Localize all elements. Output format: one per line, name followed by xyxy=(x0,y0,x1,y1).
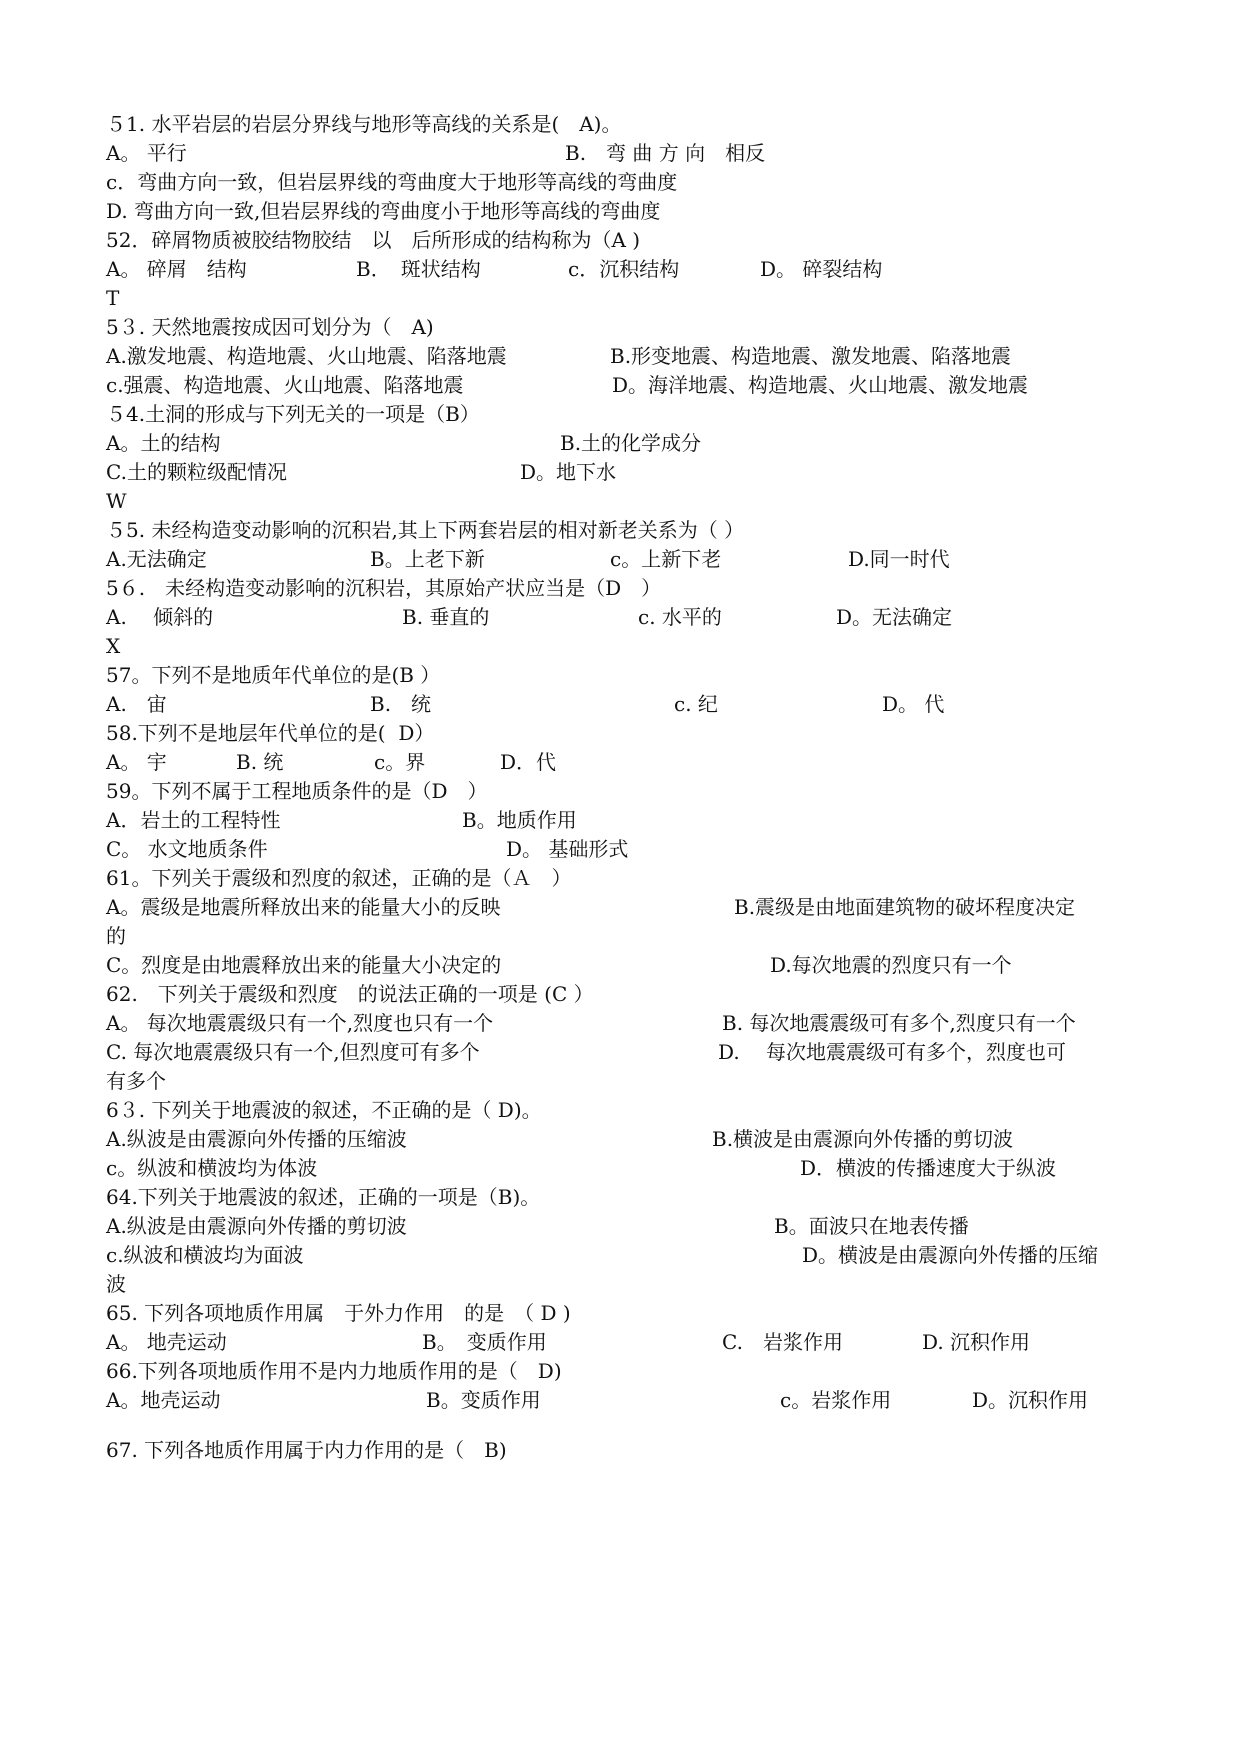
text-segment: c。岩浆作用 xyxy=(780,1388,892,1412)
text-segment: D. 每次地震震级可有多个，烈度也可 xyxy=(718,1040,1067,1064)
text-segment: ５5. 未经构造变动影响的沉积岩,其上下两套岩层的相对新老关系为（ ） xyxy=(106,518,745,542)
text-segment: A.激发地震、构造地震、火山地震、陷落地震 xyxy=(106,344,507,368)
text-segment: C. 每次地震震级只有一个,但烈度可有多个 xyxy=(106,1040,480,1064)
text-segment: B。变质作用 xyxy=(426,1388,541,1412)
text-segment: B.震级是由地面建筑物的破坏程度决定 xyxy=(734,895,1076,919)
text-segment: D.同一时代 xyxy=(848,547,950,571)
text-segment: 67. 下列各地质作用属于内力作用的是（ B) xyxy=(106,1438,507,1462)
text-segment: A。 宇 xyxy=(106,750,167,774)
text-segment: D．代 xyxy=(500,750,557,774)
text-segment: D。 基础形式 xyxy=(506,837,629,861)
text-segment: C.土的颗粒级配情况 xyxy=(106,460,287,484)
text-segment: A。 地壳运动 xyxy=(106,1330,227,1354)
text-segment: A.无法确定 xyxy=(106,547,207,571)
text-segment: c. 水平的 xyxy=(638,605,722,629)
text-segment: C. 岩浆作用 xyxy=(722,1330,843,1354)
text-segment: ５1. 水平岩层的岩层分界线与地形等高线的关系是( A)。 xyxy=(106,112,622,136)
text-segment: 57。下列不是地质年代单位的是(B ） xyxy=(106,663,441,687)
text-segment: c。上新下老 xyxy=(610,547,722,571)
text-segment: B。地质作用 xyxy=(462,808,577,832)
text-segment: A. 宙 xyxy=(106,692,167,716)
text-segment: B.形变地震、构造地震、激发地震、陷落地震 xyxy=(610,344,1012,368)
text-segment: c.纵波和横波均为面波 xyxy=(106,1243,304,1267)
text-segment: A.纵波是由震源向外传播的压缩波 xyxy=(106,1127,407,1151)
text-segment: D。沉积作用 xyxy=(972,1388,1089,1412)
text-segment: A。 平行 xyxy=(106,141,187,165)
text-segment: A。 碎屑 结构 xyxy=(106,257,247,281)
text-segment: B. 统 xyxy=(236,750,284,774)
text-segment: ５4.土洞的形成与下列无关的一项是（B） xyxy=(106,402,480,426)
text-segment: c.强震、构造地震、火山地震、陷落地震 xyxy=(106,373,464,397)
text-segment: D。 代 xyxy=(882,692,945,716)
text-segment: A．岩土的工程特性 xyxy=(106,808,281,832)
text-segment: D。海洋地震、构造地震、火山地震、激发地震 xyxy=(612,373,1029,397)
text-segment: 58.下列不是地层年代单位的是( D） xyxy=(106,721,435,745)
text-segment: 66.下列各项地质作用不是内力地质作用的是（ D) xyxy=(106,1359,562,1383)
text-segment: C。 水文地质条件 xyxy=(106,837,268,861)
text-segment: B。上老下新 xyxy=(370,547,485,571)
text-segment: B.土的化学成分 xyxy=(560,431,702,455)
text-segment: T xyxy=(106,286,120,310)
text-segment: C。烈度是由地震释放出来的能量大小决定的 xyxy=(106,953,502,977)
text-segment: c。界 xyxy=(374,750,426,774)
text-segment: 的 xyxy=(106,924,126,948)
text-segment: 64.下列关于地震波的叙述，正确的一项是（B)。 xyxy=(106,1185,541,1209)
text-segment: D。无法确定 xyxy=(836,605,953,629)
text-segment: B． 斑状结构 xyxy=(356,257,481,281)
text-segment: 65. 下列各项地质作用属 于外力作用 的是 （ D ) xyxy=(106,1301,571,1325)
text-segment: X xyxy=(106,634,121,658)
text-segment: A。土的结构 xyxy=(106,431,221,455)
text-segment: c．弯曲方向一致，但岩层界线的弯曲度大于地形等高线的弯曲度 xyxy=(106,170,678,194)
text-segment: D。 碎裂结构 xyxy=(760,257,883,281)
text-segment: D. 沉积作用 xyxy=(922,1330,1031,1354)
text-segment: c. 纪 xyxy=(674,692,718,716)
text-segment: D.每次地震的烈度只有一个 xyxy=(770,953,1012,977)
text-segment: 59。下列不属于工程地质条件的是（D ） xyxy=(106,779,488,803)
text-segment: c。纵波和横波均为体波 xyxy=(106,1156,318,1180)
text-segment: B. 统 xyxy=(370,692,432,716)
text-segment: D. 弯曲方向一致,但岩层界线的弯曲度小于地形等高线的弯曲度 xyxy=(106,199,661,223)
text-segment: A。震级是地震所释放出来的能量大小的反映 xyxy=(106,895,501,919)
text-segment: 5３. 天然地震按成因可划分为（ A) xyxy=(106,315,434,339)
text-segment: 5６. 未经构造变动影响的沉积岩，其原始产状应当是（D ） xyxy=(106,576,662,600)
text-segment: A. 倾斜的 xyxy=(106,605,214,629)
text-segment: B.横波是由震源向外传播的剪切波 xyxy=(712,1127,1014,1151)
text-segment: W xyxy=(106,489,127,513)
text-segment: 波 xyxy=(106,1272,126,1296)
text-segment: D．横波的传播速度大于纵波 xyxy=(800,1156,1057,1180)
text-segment: A。地壳运动 xyxy=(106,1388,221,1412)
text-segment: B. 每次地震震级可有多个,烈度只有一个 xyxy=(722,1011,1076,1035)
text-segment: D。地下水 xyxy=(520,460,617,484)
text-segment: 6３. 下列关于地震波的叙述，不正确的是（ D)。 xyxy=(106,1098,542,1122)
text-segment: 62. 下列关于震级和烈度 的说法正确的一项是 (C ） xyxy=(106,982,594,1006)
text-segment: B。面波只在地表传播 xyxy=(774,1214,969,1238)
text-segment: B。 变质作用 xyxy=(422,1330,547,1354)
text-segment: c．沉积结构 xyxy=(568,257,680,281)
text-segment: D。横波是由震源向外传播的压缩 xyxy=(802,1243,1099,1267)
text-segment: B. 垂直的 xyxy=(402,605,490,629)
text-segment: 52．碎屑物质被胶结物胶结 以 后所形成的结构称为（A ) xyxy=(106,228,641,252)
text-segment: 61。下列关于震级和烈度的叙述，正确的是（Ａ ） xyxy=(106,866,572,890)
text-segment: A.纵波是由震源向外传播的剪切波 xyxy=(106,1214,407,1238)
text-segment: A。 每次地震震级只有一个,烈度也只有一个 xyxy=(106,1011,494,1035)
text-segment: 有多个 xyxy=(106,1069,166,1093)
text-segment: B. 弯 曲 方 向 相反 xyxy=(565,141,766,165)
